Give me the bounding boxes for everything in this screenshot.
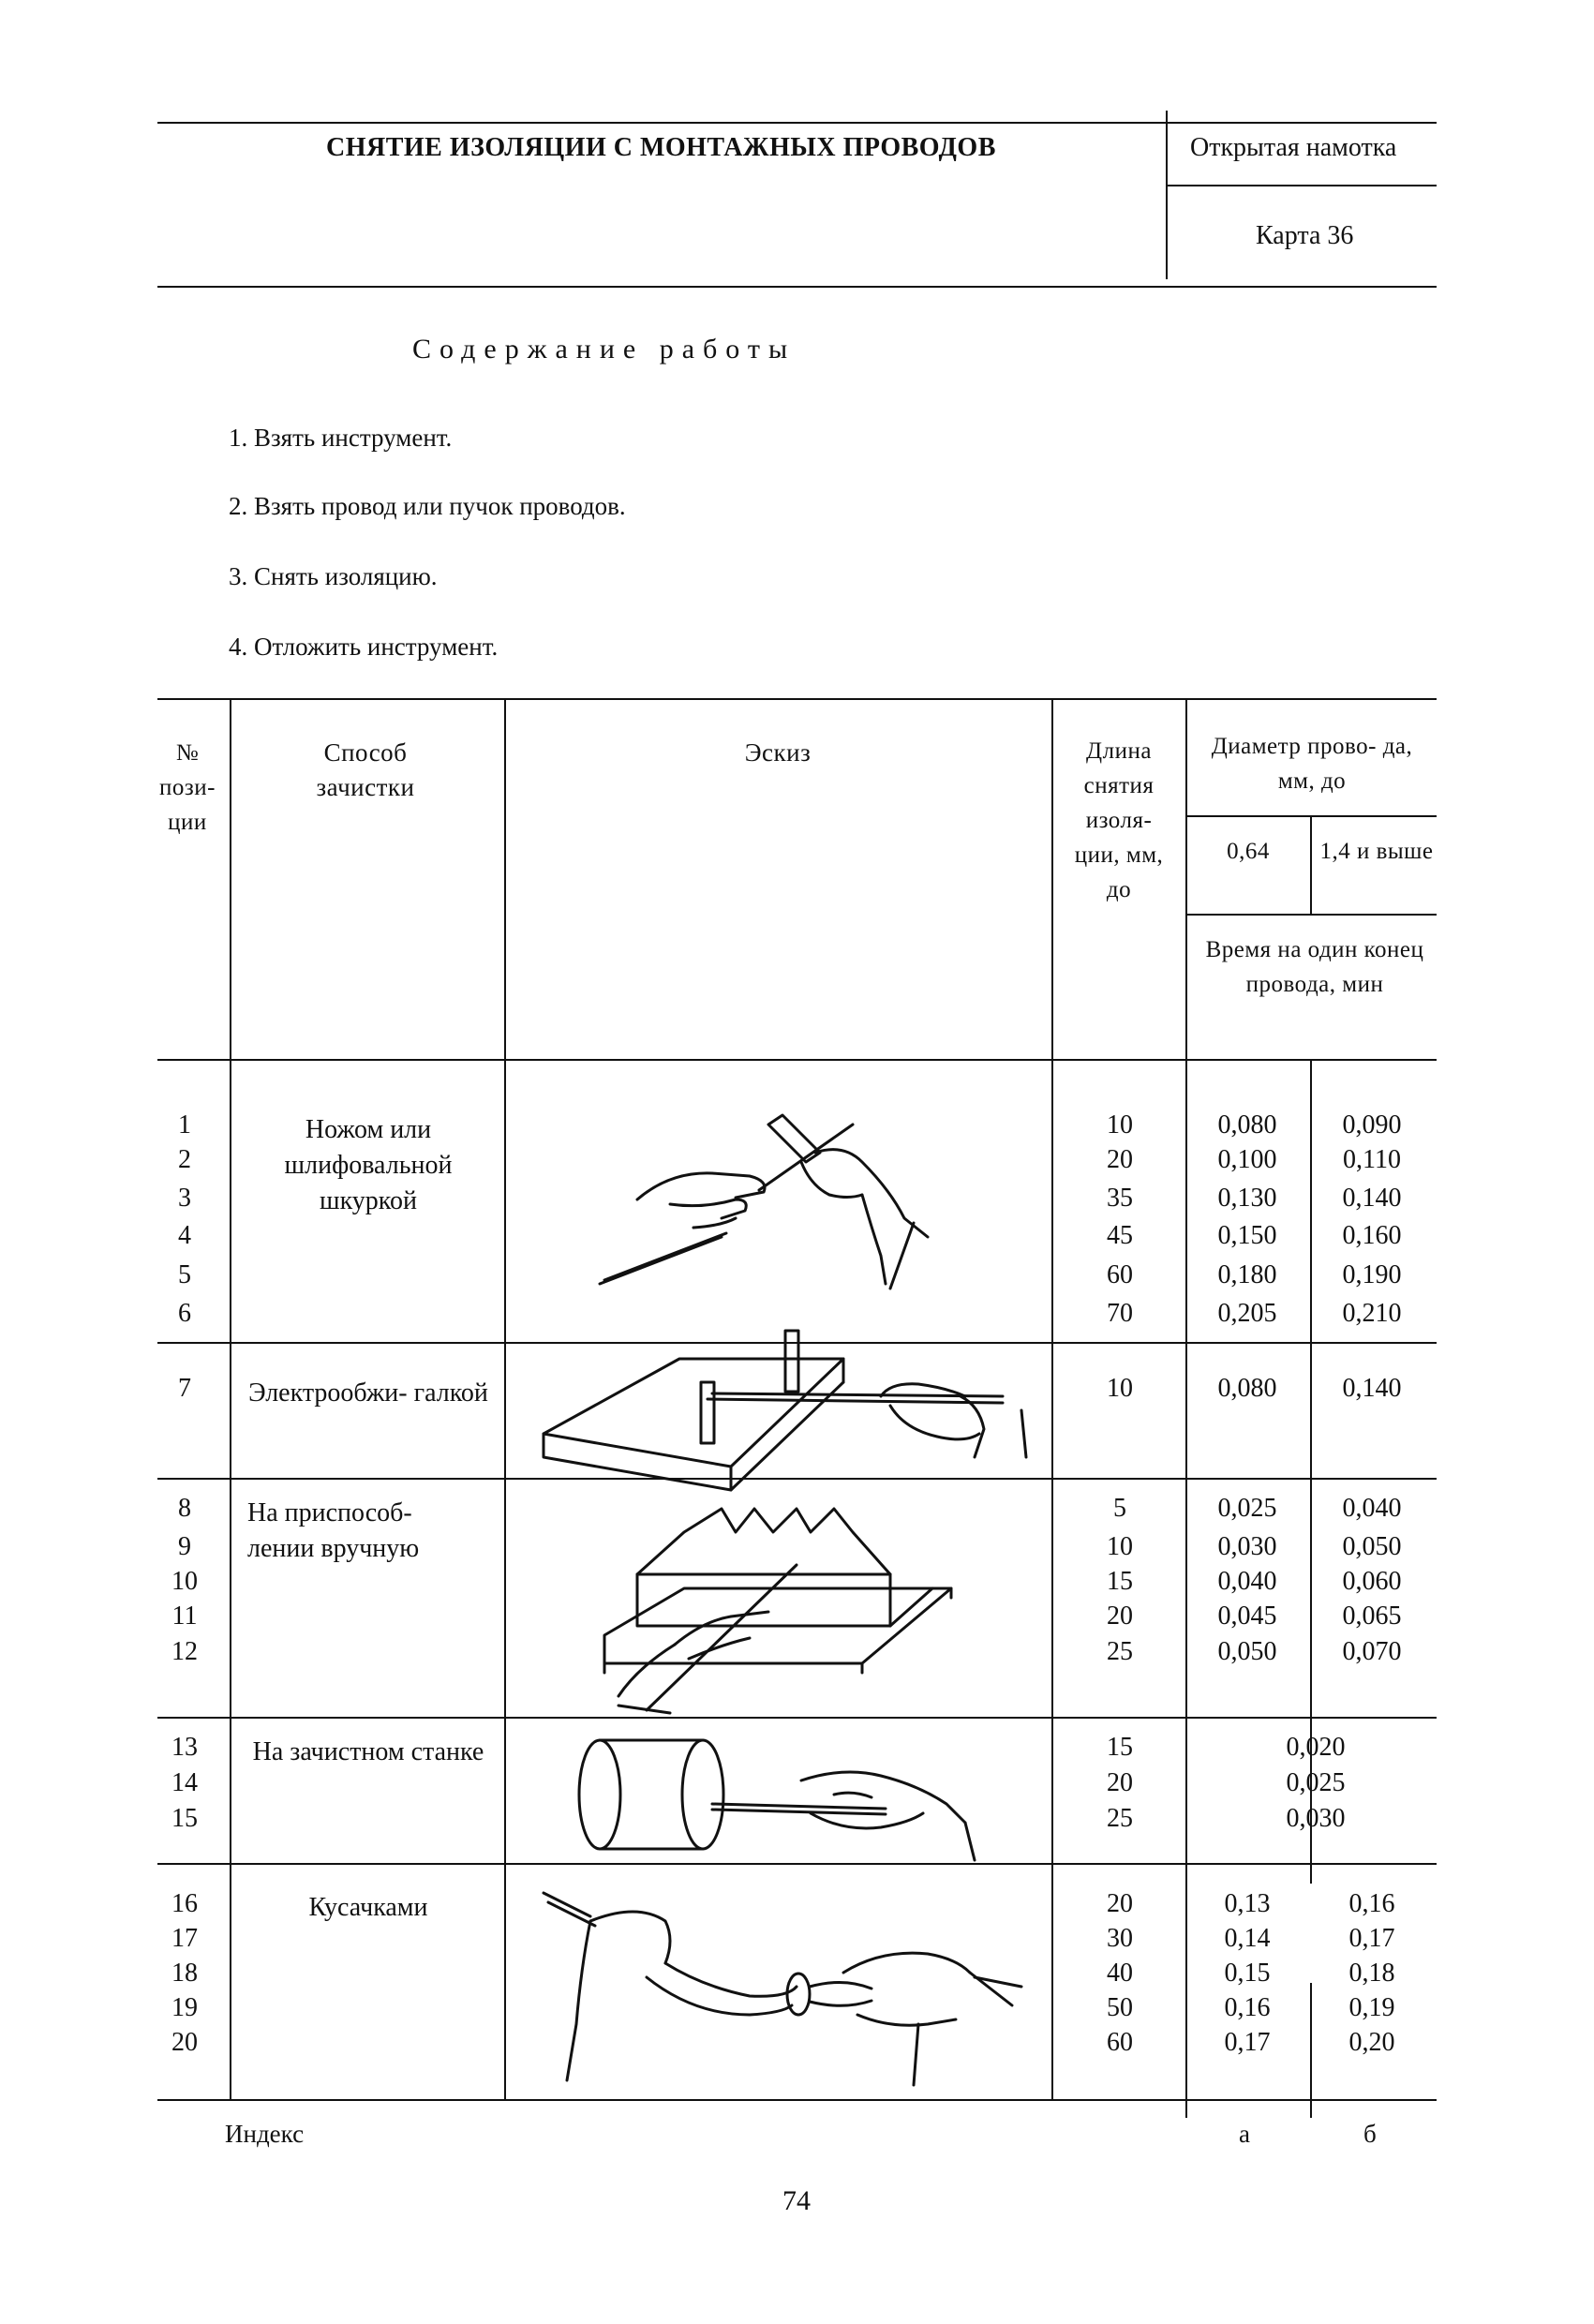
length-3: 35 xyxy=(1107,1184,1133,1213)
index-a: а xyxy=(1239,2120,1250,2148)
header-diameter: Диаметр прово- да, мм, до xyxy=(1211,734,1413,794)
time-a-17: 0,14 xyxy=(1224,1924,1271,1953)
index-b: б xyxy=(1363,2120,1377,2148)
position-15: 15 xyxy=(171,1804,198,1833)
time-a-6: 0,205 xyxy=(1217,1299,1277,1328)
knife-stripping-sketch xyxy=(581,1106,956,1293)
work-step-4: 4. Отложить инструмент. xyxy=(229,633,499,661)
position-14: 14 xyxy=(171,1768,198,1797)
time-a-5: 0,180 xyxy=(1217,1260,1277,1289)
method-label: На приспособ- лении вручную xyxy=(247,1498,420,1563)
position-8: 8 xyxy=(178,1494,191,1523)
time-b-17: 0,17 xyxy=(1348,1924,1395,1953)
length-11: 20 xyxy=(1107,1601,1133,1631)
work-step-3: 3. Снять изоляцию. xyxy=(229,562,438,590)
time-b-16: 0,16 xyxy=(1348,1889,1395,1918)
position-4: 4 xyxy=(178,1221,191,1250)
position-1: 1 xyxy=(178,1110,191,1140)
length-19: 50 xyxy=(1107,1993,1133,2022)
header-sketch: Эскиз xyxy=(744,738,812,767)
header-method: Способ зачистки xyxy=(316,738,415,801)
time-a-16: 0,13 xyxy=(1224,1889,1271,1918)
length-8: 5 xyxy=(1113,1494,1126,1523)
length-17: 30 xyxy=(1107,1924,1133,1953)
time-b-6: 0,210 xyxy=(1342,1299,1402,1328)
time-ab-14: 0,025 xyxy=(1286,1768,1346,1797)
header-position: № пози- ции xyxy=(159,740,216,835)
time-b-2: 0,110 xyxy=(1343,1145,1401,1174)
time-b-3: 0,140 xyxy=(1342,1184,1402,1213)
length-16: 20 xyxy=(1107,1889,1133,1918)
position-11: 11 xyxy=(171,1601,198,1631)
method-label: На зачистном станке xyxy=(252,1737,484,1766)
length-10: 15 xyxy=(1107,1567,1133,1596)
time-a-4: 0,150 xyxy=(1217,1221,1277,1250)
length-9: 10 xyxy=(1107,1532,1133,1561)
position-5: 5 xyxy=(178,1260,191,1289)
time-a-3: 0,130 xyxy=(1217,1184,1277,1213)
time-a-11: 0,045 xyxy=(1217,1601,1277,1631)
header-diameter-14: 1,4 и выше xyxy=(1319,839,1434,864)
length-1: 10 xyxy=(1107,1110,1133,1140)
position-16: 16 xyxy=(171,1889,198,1918)
time-a-8: 0,025 xyxy=(1217,1494,1277,1523)
length-14: 20 xyxy=(1107,1768,1133,1797)
position-3: 3 xyxy=(178,1184,191,1213)
time-a-10: 0,040 xyxy=(1217,1567,1277,1596)
position-12: 12 xyxy=(171,1637,198,1666)
method-label: Ножом или шлифовальной шкуркой xyxy=(284,1115,453,1215)
work-step-1: 1. Взять инструмент. xyxy=(229,424,453,452)
electric-burner-sketch xyxy=(534,1326,1040,1499)
time-ab-15: 0,030 xyxy=(1286,1804,1346,1833)
position-20: 20 xyxy=(171,2028,198,2057)
time-b-18: 0,18 xyxy=(1348,1959,1395,1988)
position-19: 19 xyxy=(171,1993,198,2022)
time-b-4: 0,160 xyxy=(1342,1221,1402,1250)
page-number: 74 xyxy=(782,2185,811,2216)
time-b-19: 0,19 xyxy=(1348,1993,1395,2022)
card-number: Карта 36 xyxy=(1256,221,1354,250)
length-2: 20 xyxy=(1107,1145,1133,1174)
time-b-10: 0,060 xyxy=(1342,1567,1402,1596)
time-a-7: 0,080 xyxy=(1217,1374,1277,1403)
length-12: 25 xyxy=(1107,1637,1133,1666)
time-b-11: 0,065 xyxy=(1342,1601,1402,1631)
time-b-8: 0,040 xyxy=(1342,1494,1402,1523)
nippers-sketch xyxy=(534,1884,1031,2090)
position-9: 9 xyxy=(178,1532,191,1561)
time-ab-13: 0,020 xyxy=(1286,1733,1346,1762)
time-b-7: 0,140 xyxy=(1342,1374,1402,1403)
length-4: 45 xyxy=(1107,1221,1133,1250)
time-b-9: 0,050 xyxy=(1342,1532,1402,1561)
time-a-12: 0,050 xyxy=(1217,1637,1277,1666)
index-label: Индекс xyxy=(225,2120,305,2148)
fixture-sketch xyxy=(581,1481,975,1715)
time-a-9: 0,030 xyxy=(1217,1532,1277,1561)
method-label: Кусачками xyxy=(308,1893,428,1922)
length-15: 25 xyxy=(1107,1804,1133,1833)
time-a-19: 0,16 xyxy=(1224,1993,1271,2022)
category-label: Открытая намотка xyxy=(1190,133,1397,162)
length-13: 15 xyxy=(1107,1733,1133,1762)
position-2: 2 xyxy=(178,1145,191,1174)
position-6: 6 xyxy=(178,1299,191,1328)
position-13: 13 xyxy=(171,1733,198,1762)
header-length: Длина снятия изоля- ции, мм, до xyxy=(1074,738,1164,902)
header-time: Время на один конец провода, мин xyxy=(1205,937,1424,997)
time-a-18: 0,15 xyxy=(1224,1959,1271,1988)
header-diameter-064: 0,64 xyxy=(1227,839,1270,864)
position-10: 10 xyxy=(171,1567,198,1596)
position-7: 7 xyxy=(178,1374,191,1403)
method-label: Электрообжи- галкой xyxy=(248,1378,488,1408)
time-b-12: 0,070 xyxy=(1342,1637,1402,1666)
time-a-20: 0,17 xyxy=(1224,2028,1271,2057)
length-20: 60 xyxy=(1107,2028,1133,2057)
time-b-20: 0,20 xyxy=(1348,2028,1395,2057)
document-title: СНЯТИЕ ИЗОЛЯЦИИ С МОНТАЖНЫХ ПРОВОДОВ xyxy=(326,133,996,162)
stripping-machine-sketch xyxy=(572,1734,993,1865)
work-heading: Содержание работы xyxy=(412,334,797,365)
length-7: 10 xyxy=(1107,1374,1133,1403)
work-step-2: 2. Взять провод или пучок проводов. xyxy=(229,492,626,520)
length-18: 40 xyxy=(1107,1959,1133,1988)
position-18: 18 xyxy=(171,1959,198,1988)
time-b-1: 0,090 xyxy=(1342,1110,1402,1140)
time-b-5: 0,190 xyxy=(1342,1260,1402,1289)
time-a-2: 0,100 xyxy=(1217,1145,1277,1174)
length-5: 60 xyxy=(1107,1260,1133,1289)
position-17: 17 xyxy=(171,1924,198,1953)
length-6: 70 xyxy=(1107,1299,1133,1328)
time-a-1: 0,080 xyxy=(1217,1110,1277,1140)
